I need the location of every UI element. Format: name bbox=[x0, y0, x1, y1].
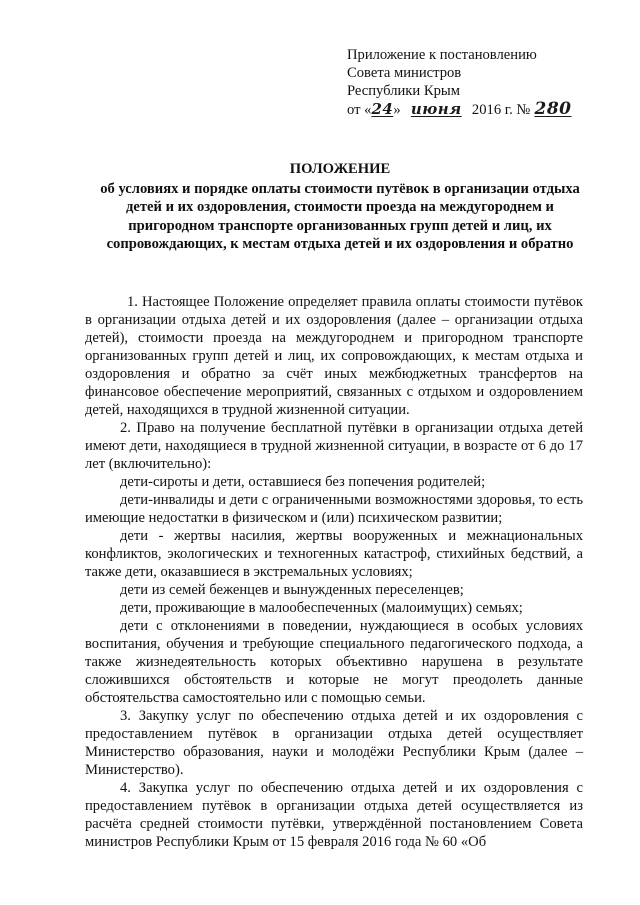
paragraph-1: 1. Настоящее Положение определяет правила оплаты стоимости путёвок в организации отдыха детей и их оздоровления (далее – организации отдыха детей), стоимости проезда на междугороднем и пригородном транспорте организованных групп детей и лиц, их сопровождающих, к местам отдыха и оздоровления и обратно за счёт иных межбюджетных трансфертов на финансовое обеспечение мероприятий, связанных с отдыхом и оздоровлением детей, находящихся в трудной жизненной ситуации. bbox=[85, 294, 583, 418]
approval-header bbox=[347, 46, 607, 119]
approval-line-1: Приложение к постановлению bbox=[347, 47, 537, 63]
handwritten-month: июня bbox=[410, 100, 462, 118]
date-separator: » bbox=[393, 102, 401, 118]
list-item: дети-инвалиды и дети с ограниченными возможностями здоровья, то есть имеющие недостатки в физическом и (или) психическом развитии; bbox=[85, 492, 583, 526]
list-item: дети - жертвы насилия, жертвы вооруженных и межнациональных конфликтов, экологических и техногенных катастроф, стихийных бедствий, а также дети, оказавшиеся в экстремальных условиях; bbox=[85, 528, 583, 580]
list-item: дети из семей беженцев и вынужденных переселенцев; bbox=[120, 582, 464, 598]
list-item: дети-сироты и дети, оставшиеся без попечения родителей; bbox=[120, 474, 486, 490]
approval-line-3: Республики Крым bbox=[347, 83, 460, 99]
list-item: дети, проживающие в малообеспеченных (малоимущих) семьях; bbox=[120, 600, 523, 616]
approval-date-line bbox=[347, 100, 607, 119]
document-body bbox=[85, 293, 583, 851]
handwritten-document-number: 280 bbox=[534, 99, 572, 119]
paragraph-2: 2. Право на получение бесплатной путёвки в организации отдыха детей имеют дети, находящиеся в трудной жизненной ситуации, в возрасте от 6 до 17 лет (включительно): bbox=[85, 420, 583, 472]
paragraph-4: 4. Закупка услуг по обеспечению отдыха детей и их оздоровления с предоставлением путёвок в организации отдыха детей осуществляется из расчёта средней стоимости путёвки, утверждённой постановлением Совета министров Республики Крым от 15 февраля 2016 года № 60 «Об bbox=[85, 780, 583, 850]
list-item: дети с отклонениями в поведении, нуждающиеся в особых условиях воспитания, обучения и требующие специального педагогического подхода, а также жизнедеятельность которых объективно нарушена в результате сложившихся обстоятельств и которые не могут преодолеть данные обстоятельства самостоятельно или с помощью семьи. bbox=[85, 618, 583, 706]
title-main: ПОЛОЖЕНИЕ bbox=[289, 161, 391, 177]
document-title bbox=[95, 160, 585, 254]
handwritten-day: 24 bbox=[371, 100, 394, 118]
date-year: 2016 г. № bbox=[471, 102, 531, 118]
date-prefix: от « bbox=[347, 102, 372, 118]
title-subtitle: об условиях и порядке оплаты стоимости путёвок в организации отдыха детей и их оздоровления, стоимости проезда на междугороднем и пригородном транспорте организованных групп детей и лиц, их сопровождающих, к местам отдыха детей и их оздоровления и обратно bbox=[100, 180, 580, 252]
approval-line-2: Совета министров bbox=[347, 65, 462, 81]
paragraph-3: 3. Закупку услуг по обеспечению отдыха детей и их оздоровления с предоставлением путёвок в организации отдыха детей осуществляет Министерство образования, науки и молодёжи Республики Крым (далее – Министерство). bbox=[85, 708, 583, 778]
